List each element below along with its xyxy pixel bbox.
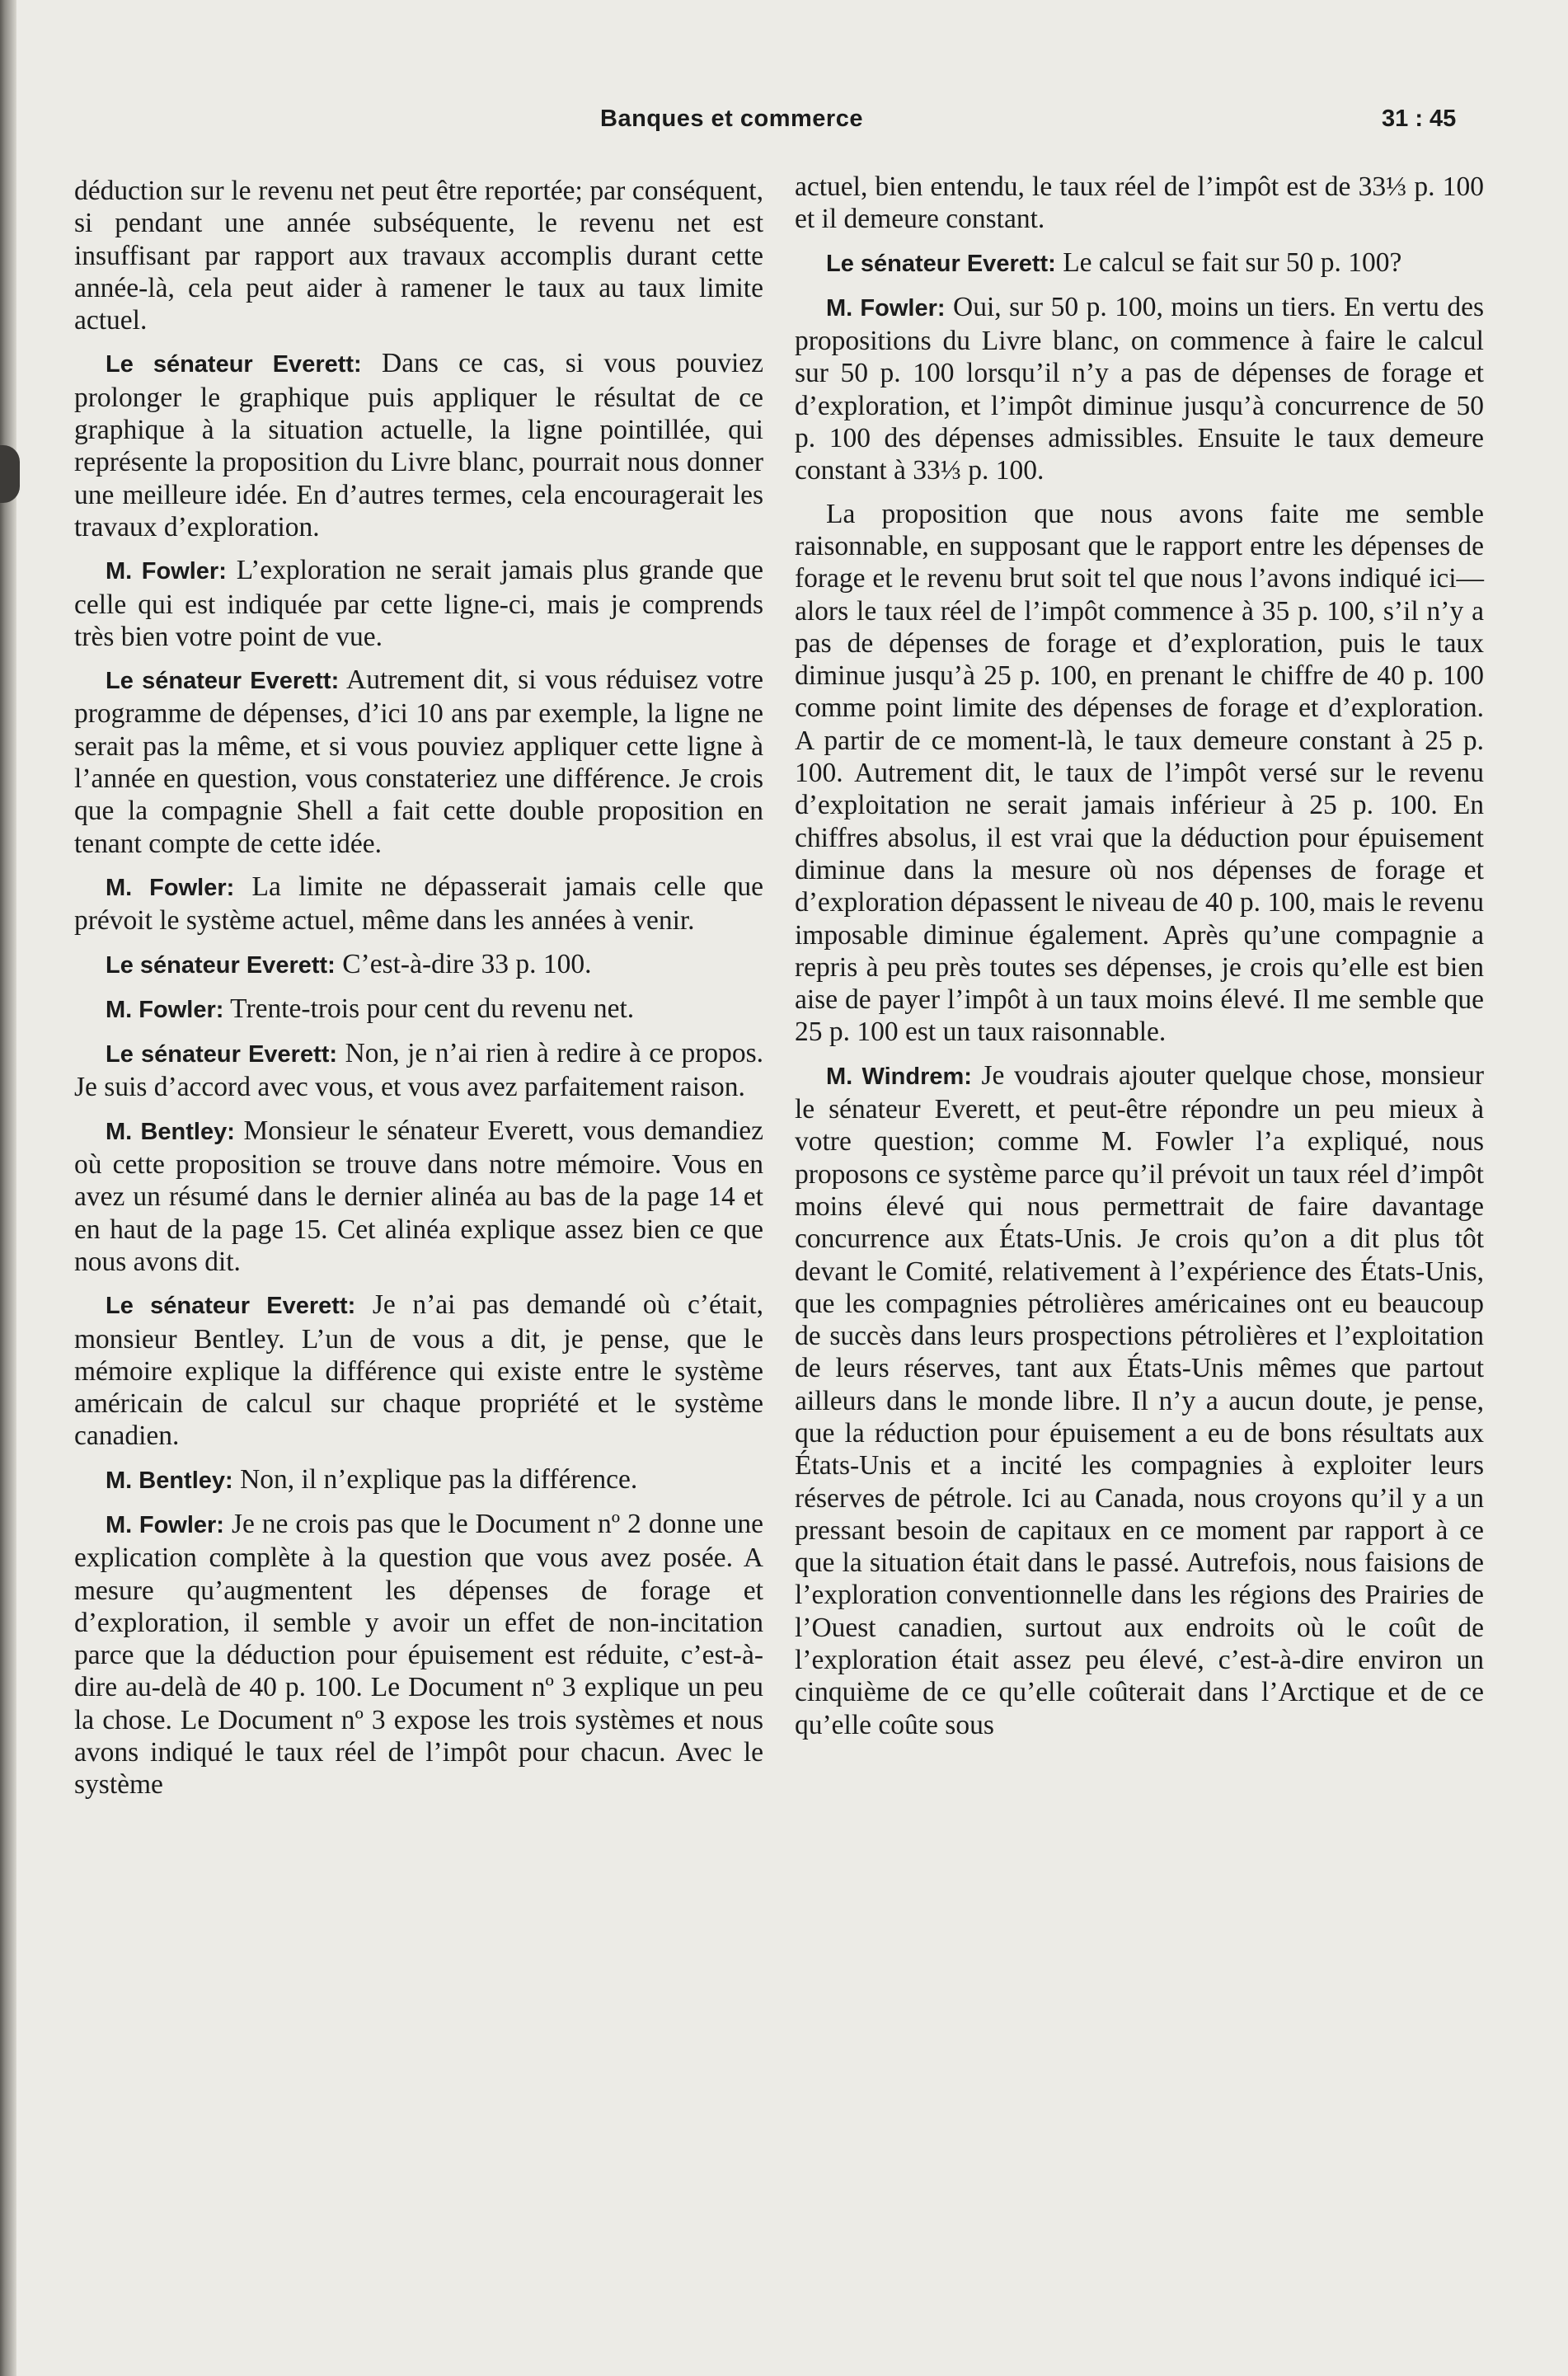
speaker-name: Le sénateur Everett: — [106, 951, 336, 979]
paragraph-text: La limite ne dépasserait jamais celle que prévoit le système actuel, même dans les années à venir. — [74, 871, 764, 937]
paragraph-text: Je voudrais ajouter quelque chose, monsieur le sénateur Everett, et peut-être répondre un peu mieux à votre question; comme M. Fowler l’a expliqué, nous proposons ce système parce qu’il prévoit un taux réel d’impôt moins élevé qui nous permettrait de faire davantage concurrence aux États-Unis. Je crois qu’on a dit plus tôt devant le Comité, relativement à l’expérience des États-Unis, que les compagnies pétrolières américaines ont eu beaucoup de succès dans leurs prospections pétrolières et l’exploitation de leurs réserves, tant aux États-Unis mêmes que partout ailleurs dans le monde libre. Il n’y a aucun doute, je pense, que la réduction pour épuisement a eu de bons résultats aux États-Unis et a incité les compagnies à exploiter leurs réserves de pétrole. Ici au Canada, nous croyons qu’il y a un pressant besoin de capitaux en ce moment par rapport à ce que la situation était dans le passé. Autrefois, nous faisions de l’exploration conventionnelle dans les régions des Prairies de l’Ouest canadien, surtout aux endroits où le coût de l’exploration était assez peu élevé, c’est-à-dire environ un cinquième de ce qu’elle coûterait dans l’Arctique et de ce qu’elle coûte sous — [795, 1059, 1485, 1740]
paragraph — [795, 1059, 1484, 1741]
speaker-name: Le sénateur Everett: — [106, 668, 340, 695]
paragraph-text: Trente-trois pour cent du revenu net. — [230, 993, 635, 1024]
paragraph — [74, 664, 763, 860]
paragraph — [74, 1289, 763, 1452]
paragraph — [74, 1115, 763, 1278]
paragraph-text: Monsieur le sénateur Everett, vous demandiez où cette proposition se trouve dans notre mémoire. Vous en avez un résumé dans le dernier alinéa au bas de la page 14 et en haut de la page 15. Cet alinéa explique assez bien ce que nous avons dit. — [74, 1115, 763, 1277]
speaker-name: M. Fowler: — [106, 558, 227, 585]
paragraph — [74, 993, 763, 1026]
paragraph-text: La proposition que nous avons faite me semble raisonnable, en supposant que le rapport entre les dépenses de forage et le revenu brut soit tel que nous l’avons indiqué ici—alors le taux réel de l’impôt commence à 35 p. 100, s’il n’y a pas de dépenses de forage et d’exploration, puis le taux diminue jusqu’à 25 p. 100, en prenant le chiffre de 40 p. 100 comme point limite des dépenses de forage et d’exploration. A partir de ce moment-là, le taux demeure constant à 25 p. 100. Autrement dit, le taux de l’impôt versé sur le revenu d’exploitation ne serait jamais inférieur à 25 p. 100. En chiffres absolus, il est vrai que la déduction pour épuisement diminue dans la mesure où nos dépenses de forage et d’exploration dépassent le niveau de 40 p. 100, mais le revenu imposable diminue également. Après qu’une compagnie a repris à peu près toutes ses dépenses, je crois qu’elle est bien aise de payer l’impôt à un taux moins élevé. Il me semble que 25 p. 100 est un taux raisonnable. — [795, 498, 1484, 1048]
page-number: 31 : 45 — [1382, 106, 1457, 132]
speaker-name: Le sénateur Everett: — [106, 1293, 356, 1320]
paragraph — [795, 291, 1484, 487]
paragraph — [74, 554, 763, 653]
page-header — [0, 106, 1568, 147]
speaker-name: M. Bentley: — [106, 1118, 235, 1145]
paragraph-text: Non, je n’ai rien à redire à ce propos. Je suis d’accord avec vous, et vous avez parfaitement raison. — [74, 1038, 764, 1103]
paragraph — [74, 175, 763, 336]
paragraph-text: Je n’ai pas demandé où c’était, monsieur Bentley. L’un de vous a dit, je pense, que le mémoire explique la différence qui existe entre le système américain de calcul sur chaque propriété et le système canadien. — [74, 1289, 764, 1452]
paragraph-text: L’exploration ne serait jamais plus grande que celle qui est indiquée par cette ligne-ci, mais je comprends très bien votre point de vue. — [74, 555, 764, 652]
paragraph — [74, 1508, 763, 1801]
paragraph — [74, 347, 763, 543]
speaker-name: M. Bentley: — [106, 1467, 233, 1494]
left-column — [74, 175, 763, 1812]
paragraph-text: Je ne crois pas que le Document nº 2 donne une explication complète à la question que vous avez posée. A mesure qu’augmentent les dépenses de forage et d’exploration, il semble y avoir un effet de non-incitation parce que la déduction pour épuisement est réduite, c’est-à-dire au-delà de 40 p. 100. Le Document nº 3 explique un peu la chose. Le Document nº 3 expose les trois systèmes et nous avons indiqué le taux réel de l’impôt pour chacun. Avec le système — [74, 1508, 764, 1801]
paragraph-text: Oui, sur 50 p. 100, moins un tiers. En vertu des propositions du Livre blanc, on commence à faire le calcul sur 50 p. 100 lorsqu’il n’y a pas de dépenses de forage et d’exploration, et l’impôt diminue jusqu’à concurrence de 50 p. 100 des dépenses admissibles. Ensuite le taux demeure constant à 33⅓ p. 100. — [795, 291, 1484, 486]
paragraph — [795, 498, 1484, 1049]
paragraph-text: actuel, bien entendu, le taux réel de l’impôt est de 33⅓ p. 100 et il demeure constant. — [795, 171, 1484, 235]
speaker-name: M. Fowler: — [106, 1511, 224, 1538]
paragraph-text: C’est-à-dire 33 p. 100. — [342, 948, 592, 979]
speaker-name: Le sénateur Everett: — [106, 351, 362, 378]
paragraph — [74, 871, 763, 937]
paragraph — [795, 247, 1484, 280]
paragraph — [74, 1037, 763, 1104]
running-head: Banques et commerce — [600, 106, 863, 132]
paragraph — [795, 171, 1484, 236]
paragraph-text: Dans ce cas, si vous pouviez prolonger le graphique puis appliquer le résultat de ce graphique à la situation actuelle, la ligne pointillée, qui représente la proposition du Livre blanc, pourrait nous donner une meilleure idée. En d’autres termes, cela encouragerait les travaux d’exploration. — [74, 348, 763, 542]
speaker-name: M. Fowler: — [826, 294, 946, 322]
speaker-name: M. Fowler: — [106, 996, 224, 1023]
paragraph — [74, 948, 763, 982]
speaker-name: M. Fowler: — [106, 874, 235, 901]
page-binding-edge — [0, 0, 16, 2376]
paragraph-text: Le calcul se fait sur 50 p. 100? — [1063, 247, 1402, 278]
binding-shadow — [0, 445, 20, 503]
speaker-name: Le sénateur Everett: — [106, 1041, 338, 1068]
speaker-name: M. Windrem: — [826, 1063, 972, 1090]
paragraph-text: Autrement dit, si vous réduisez votre programme de dépenses, d’ici 10 ans par exemple, la ligne ne serait pas la même, et si vous pouviez appliquer cette ligne à l’année en question, vous constateriez une différence. Je crois que la compagnie Shell a fait cette double proposition en tenant compte de cette idée. — [74, 664, 763, 859]
speaker-name: Le sénateur Everett: — [826, 250, 1056, 277]
paragraph-text: déduction sur le revenu net peut être reportée; par conséquent, si pendant une année subséquente, le revenu net est insuffisant par rapport aux travaux accomplis durant cette année-là, cela peut aider à ramener le taux au taux limite actuel. — [74, 176, 763, 336]
paragraph — [74, 1463, 763, 1497]
paragraph-text: Non, il n’explique pas la différence. — [240, 1463, 638, 1495]
right-column — [795, 171, 1484, 1752]
